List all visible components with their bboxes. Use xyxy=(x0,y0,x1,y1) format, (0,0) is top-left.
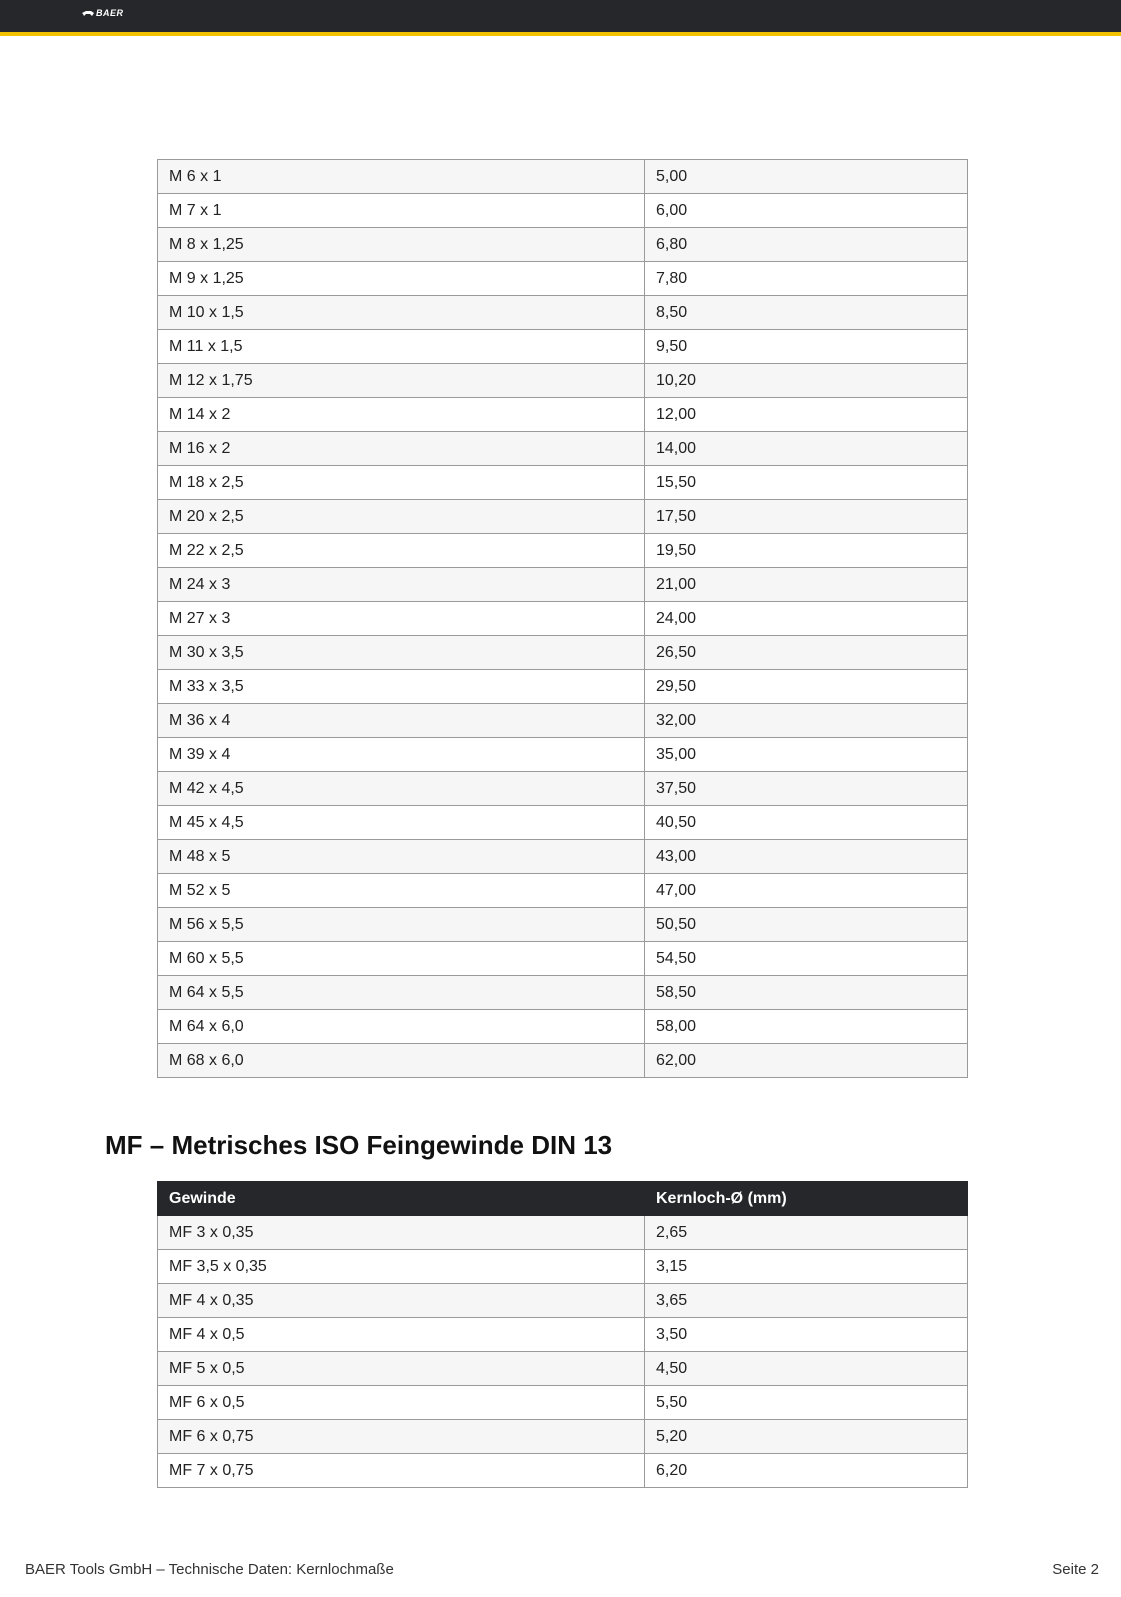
thread-cell: MF 4 x 0,35 xyxy=(158,1284,645,1318)
table-row xyxy=(158,1284,968,1318)
core-hole-cell: 17,50 xyxy=(645,500,968,534)
thread-cell: M 6 x 1 xyxy=(158,160,645,194)
core-hole-cell: 8,50 xyxy=(645,296,968,330)
thread-cell: M 20 x 2,5 xyxy=(158,500,645,534)
core-hole-cell: 62,00 xyxy=(645,1044,968,1078)
core-hole-cell: 6,20 xyxy=(645,1454,968,1488)
table-row xyxy=(158,874,968,908)
column-header-gewinde: Gewinde xyxy=(158,1182,645,1216)
table-m-threads xyxy=(157,159,968,1078)
thread-cell: MF 3,5 x 0,35 xyxy=(158,1250,645,1284)
core-hole-cell: 32,00 xyxy=(645,704,968,738)
core-hole-cell: 40,50 xyxy=(645,806,968,840)
table-row xyxy=(158,1318,968,1352)
brand-logo-text: BAER xyxy=(96,8,124,18)
table-row xyxy=(158,942,968,976)
table-row xyxy=(158,976,968,1010)
table-row xyxy=(158,534,968,568)
thread-cell: MF 6 x 0,5 xyxy=(158,1386,645,1420)
table-row xyxy=(158,1044,968,1078)
thread-cell: M 9 x 1,25 xyxy=(158,262,645,296)
thread-cell: MF 5 x 0,5 xyxy=(158,1352,645,1386)
core-hole-cell: 3,65 xyxy=(645,1284,968,1318)
table-row xyxy=(158,738,968,772)
core-hole-cell: 9,50 xyxy=(645,330,968,364)
core-hole-cell: 37,50 xyxy=(645,772,968,806)
table-row xyxy=(158,1250,968,1284)
core-hole-cell: 29,50 xyxy=(645,670,968,704)
table-row xyxy=(158,1010,968,1044)
table-row xyxy=(158,840,968,874)
table-header-row xyxy=(158,1182,968,1216)
thread-cell: MF 7 x 0,75 xyxy=(158,1454,645,1488)
table-row xyxy=(158,194,968,228)
core-hole-cell: 5,20 xyxy=(645,1420,968,1454)
brand-logo xyxy=(82,8,124,18)
thread-cell: M 64 x 6,0 xyxy=(158,1010,645,1044)
core-hole-cell: 21,00 xyxy=(645,568,968,602)
thread-cell: M 39 x 4 xyxy=(158,738,645,772)
core-hole-cell: 10,20 xyxy=(645,364,968,398)
thread-cell: M 18 x 2,5 xyxy=(158,466,645,500)
core-hole-cell: 7,80 xyxy=(645,262,968,296)
core-hole-cell: 26,50 xyxy=(645,636,968,670)
core-hole-cell: 3,15 xyxy=(645,1250,968,1284)
thread-cell: M 10 x 1,5 xyxy=(158,296,645,330)
thread-cell: M 8 x 1,25 xyxy=(158,228,645,262)
core-hole-cell: 12,00 xyxy=(645,398,968,432)
core-hole-cell: 14,00 xyxy=(645,432,968,466)
thread-cell: M 60 x 5,5 xyxy=(158,942,645,976)
thread-cell: M 30 x 3,5 xyxy=(158,636,645,670)
core-hole-cell: 43,00 xyxy=(645,840,968,874)
thread-cell: MF 4 x 0,5 xyxy=(158,1318,645,1352)
table-row xyxy=(158,806,968,840)
thread-cell: M 45 x 4,5 xyxy=(158,806,645,840)
table-row xyxy=(158,262,968,296)
core-hole-cell: 35,00 xyxy=(645,738,968,772)
footer-page-number: Seite 2 xyxy=(1052,1561,1099,1578)
table-row xyxy=(158,670,968,704)
table-mf-threads xyxy=(157,1181,968,1488)
thread-cell: M 33 x 3,5 xyxy=(158,670,645,704)
core-hole-cell: 50,50 xyxy=(645,908,968,942)
thread-cell: M 56 x 5,5 xyxy=(158,908,645,942)
thread-cell: M 42 x 4,5 xyxy=(158,772,645,806)
thread-cell: M 12 x 1,75 xyxy=(158,364,645,398)
column-header-kernloch: Kernloch-Ø (mm) xyxy=(645,1182,968,1216)
core-hole-cell: 58,50 xyxy=(645,976,968,1010)
thread-cell: M 22 x 2,5 xyxy=(158,534,645,568)
table-m-body xyxy=(158,160,968,1078)
thread-cell: MF 6 x 0,75 xyxy=(158,1420,645,1454)
thread-cell: M 48 x 5 xyxy=(158,840,645,874)
table-row xyxy=(158,1420,968,1454)
thread-cell: MF 3 x 0,35 xyxy=(158,1216,645,1250)
thread-cell: M 27 x 3 xyxy=(158,602,645,636)
table-row xyxy=(158,296,968,330)
core-hole-cell: 47,00 xyxy=(645,874,968,908)
section-title-mf: MF – Metrisches ISO Feingewinde DIN 13 xyxy=(105,1130,613,1160)
thread-cell: M 7 x 1 xyxy=(158,194,645,228)
core-hole-cell: 5,50 xyxy=(645,1386,968,1420)
table-row xyxy=(158,1352,968,1386)
core-hole-cell: 5,00 xyxy=(645,160,968,194)
table-row xyxy=(158,1386,968,1420)
core-hole-cell: 2,65 xyxy=(645,1216,968,1250)
core-hole-cell: 4,50 xyxy=(645,1352,968,1386)
table-row xyxy=(158,160,968,194)
core-hole-cell: 24,00 xyxy=(645,602,968,636)
thread-cell: M 16 x 2 xyxy=(158,432,645,466)
table-row xyxy=(158,500,968,534)
thread-cell: M 11 x 1,5 xyxy=(158,330,645,364)
table-row xyxy=(158,908,968,942)
thread-cell: M 64 x 5,5 xyxy=(158,976,645,1010)
thread-cell: M 36 x 4 xyxy=(158,704,645,738)
table-row xyxy=(158,568,968,602)
footer-company-text: BAER Tools GmbH – Technische Daten: Kernlochmaße xyxy=(25,1561,394,1578)
bear-logo-icon xyxy=(82,10,94,17)
table-row xyxy=(158,228,968,262)
table-row xyxy=(158,772,968,806)
table-row xyxy=(158,1454,968,1488)
core-hole-cell: 6,00 xyxy=(645,194,968,228)
core-hole-cell: 6,80 xyxy=(645,228,968,262)
table-row xyxy=(158,704,968,738)
table-mf-body xyxy=(158,1216,968,1488)
core-hole-cell: 54,50 xyxy=(645,942,968,976)
thread-cell: M 68 x 6,0 xyxy=(158,1044,645,1078)
core-hole-cell: 3,50 xyxy=(645,1318,968,1352)
table-row xyxy=(158,466,968,500)
top-header-bar xyxy=(0,0,1121,36)
thread-cell: M 52 x 5 xyxy=(158,874,645,908)
core-hole-cell: 19,50 xyxy=(645,534,968,568)
thread-cell: M 24 x 3 xyxy=(158,568,645,602)
table-row xyxy=(158,602,968,636)
table-row xyxy=(158,432,968,466)
thread-cell: M 14 x 2 xyxy=(158,398,645,432)
table-row xyxy=(158,1216,968,1250)
core-hole-cell: 15,50 xyxy=(645,466,968,500)
table-row xyxy=(158,398,968,432)
table-row xyxy=(158,636,968,670)
core-hole-cell: 58,00 xyxy=(645,1010,968,1044)
table-row xyxy=(158,364,968,398)
table-row xyxy=(158,330,968,364)
